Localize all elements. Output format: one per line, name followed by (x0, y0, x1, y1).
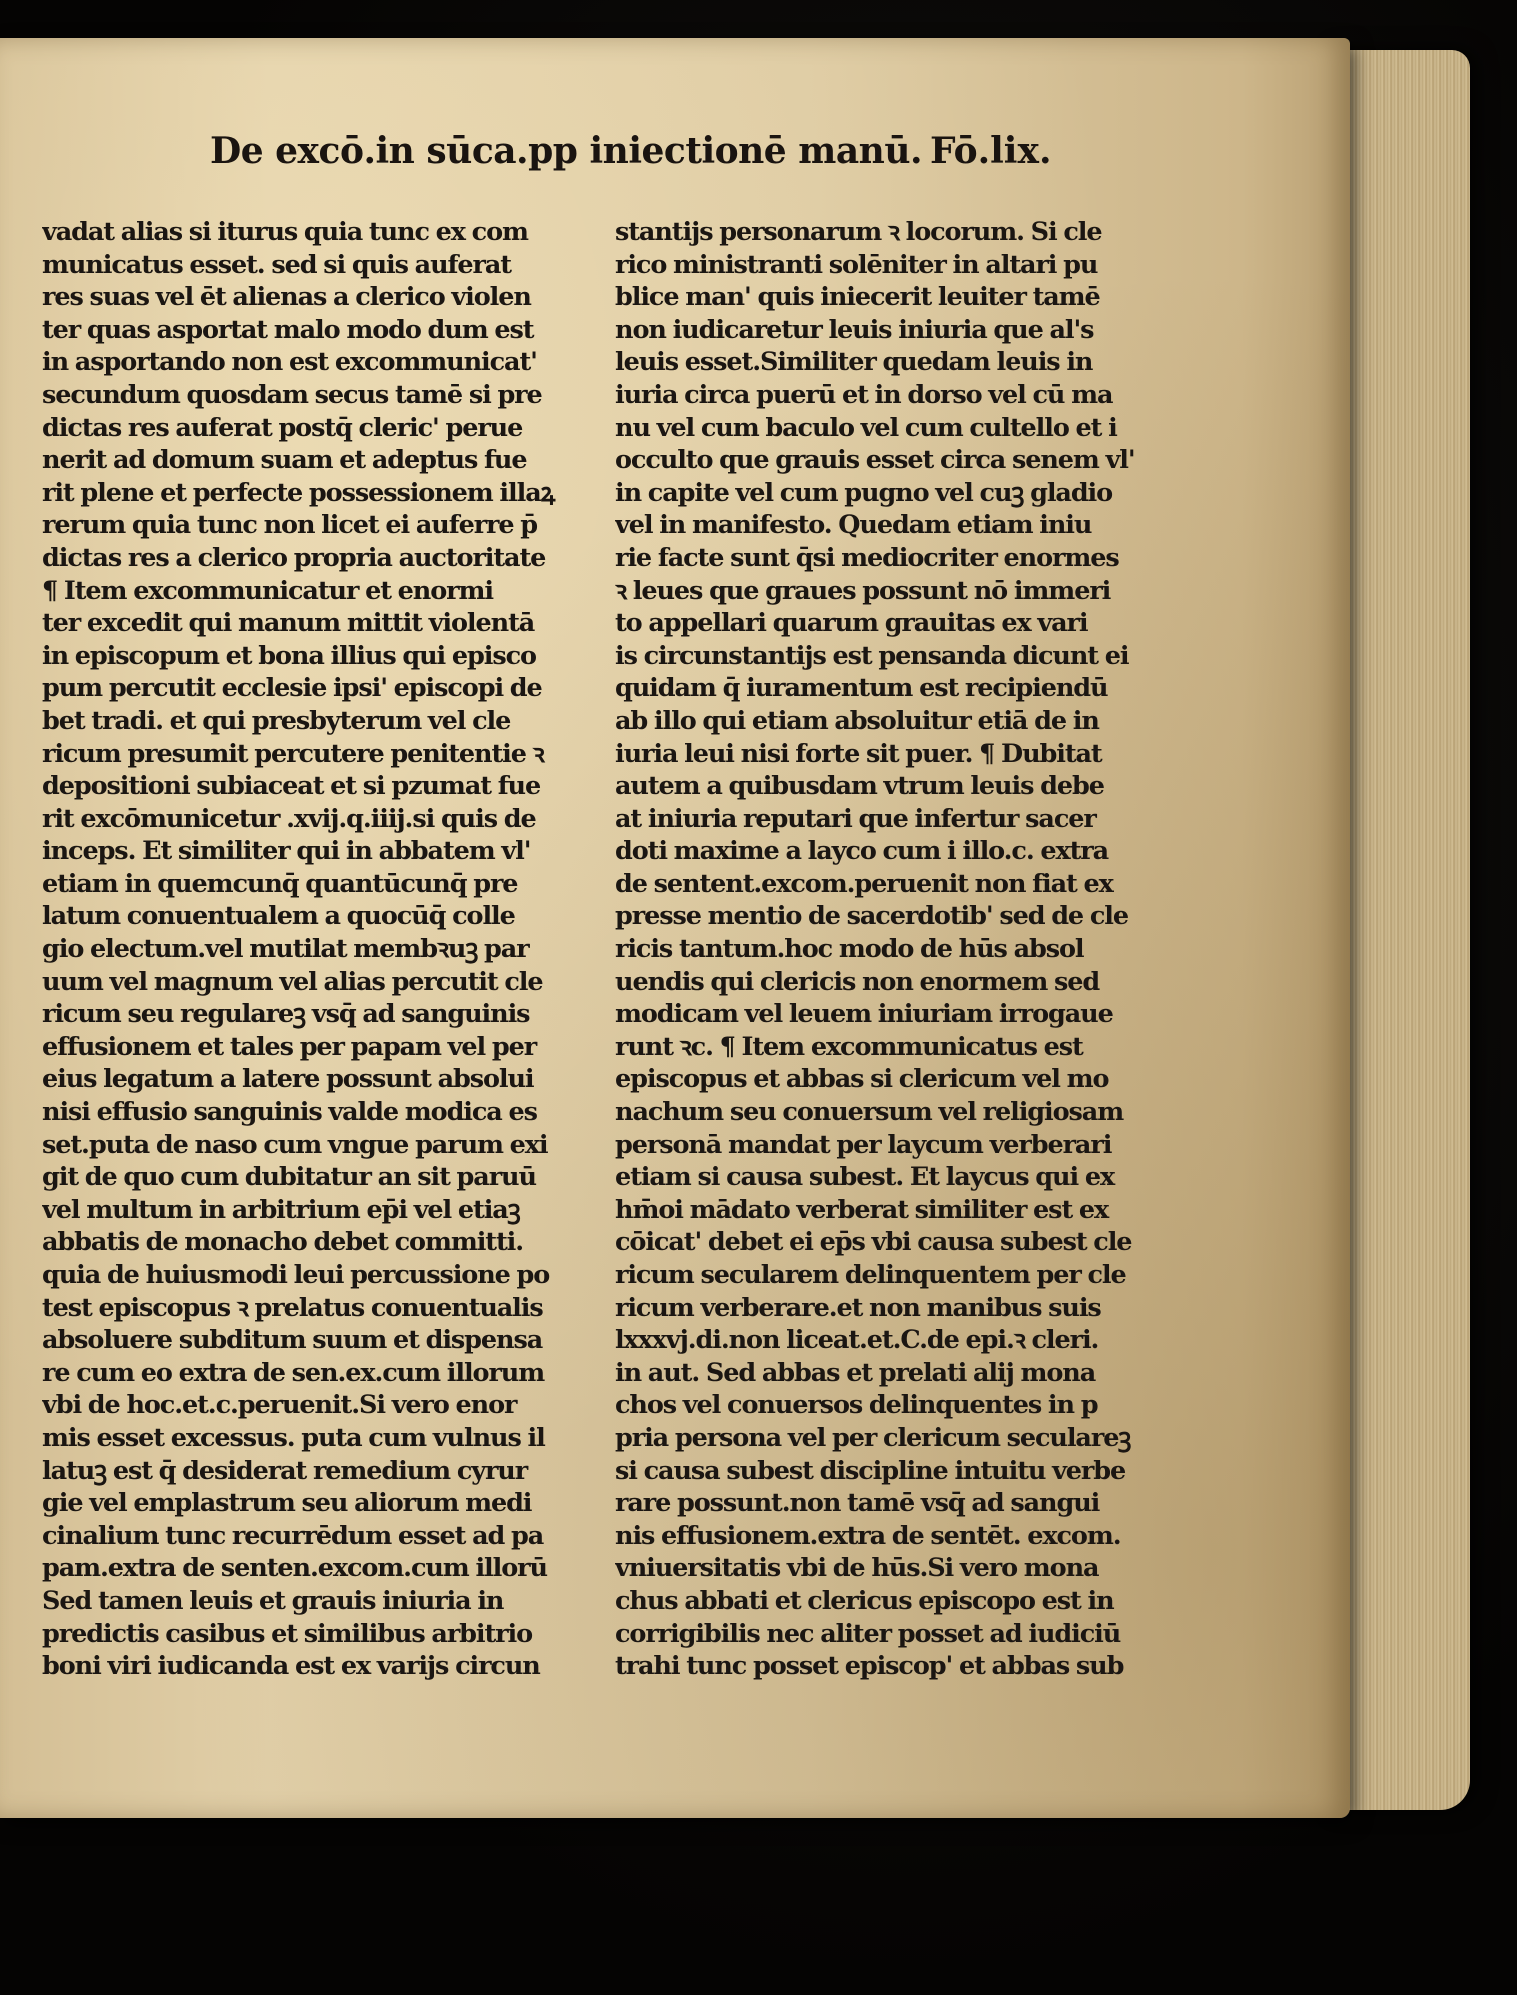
running-title: De excō.in sūca.pp iniectionē manū. (210, 130, 923, 172)
text-line: pam.extra de senten.excom.cum illorū (42, 1553, 547, 1584)
text-line: leuis esset.Similiter quedam leuis in (615, 347, 1093, 378)
text-line: iuria circa puerū et in dorso vel cū ma (615, 379, 1113, 410)
book-page (0, 38, 1350, 1818)
text-line: nerit ad domum suam et adeptus fue (42, 445, 527, 476)
text-line: municatus esset. sed si quis auferat (42, 249, 511, 280)
text-line: ricum seu regulareꝫ vsq̄ ad sanguinis (42, 999, 530, 1030)
text-line: in episcopum et bona illius qui episco (42, 640, 536, 671)
text-line: mis esset excessus. puta cum vulnus il (42, 1422, 545, 1453)
text-line: nisi effusio sanguinis valde modica es (42, 1097, 537, 1128)
text-line: nis effusionem.extra de sentēt. excom. (615, 1520, 1121, 1551)
text-line: cinalium tunc recurrēdum esset ad pa (42, 1520, 544, 1551)
text-line: inceps. Et similiter qui in abbatem vl' (42, 836, 531, 867)
page-header (210, 130, 1090, 200)
text-line: runt ꝛc. ¶ Item excommunicatus est (615, 1031, 1083, 1062)
page-fore-edge (1330, 50, 1470, 1810)
text-column-left (42, 216, 627, 1683)
text-line: dictas res auferat postq̄ cleric' perue (42, 412, 523, 443)
text-line: git de quo cum dubitatur an sit paruū (42, 1162, 536, 1193)
text-line: at iniuria reputari que infertur sacer (615, 803, 1096, 834)
text-line: occulto que grauis esset circa senem vl' (615, 445, 1135, 476)
text-line: iuria leui nisi forte sit puer. ¶ Dubitat (615, 738, 1102, 769)
text-line: effusionem et tales per papam vel per (42, 1031, 537, 1062)
text-line: is circunstantijs est pensanda dicunt ei (615, 640, 1129, 671)
text-line: cōicat' debet ei ep̄s vbi causa subest cle (615, 1227, 1132, 1258)
text-line: vel multum in arbitrium ep̄i vel etiaꝫ (42, 1194, 520, 1225)
text-line: rerum quia tunc non licet ei auferre p̄ (42, 510, 538, 541)
text-line: trahi tunc posset episcop' et abbas sub (615, 1651, 1124, 1682)
text-column-right (615, 216, 1195, 1683)
text-line: test episcopus ꝛ prelatus conuentualis (42, 1292, 543, 1323)
text-line: latum conuentualem a quocūq̄ colle (42, 901, 515, 932)
text-line: blice man' quis iniecerit leuiter tamē (615, 282, 1100, 313)
text-line: ricum verberare.et non manibus suis (615, 1292, 1101, 1323)
text-line: bet tradi. et qui presbyterum vel cle (42, 705, 511, 736)
text-line: quidam q̄ iuramentum est recipiendū (615, 673, 1108, 704)
text-line: hm̄oi mādato verberat similiter est ex (615, 1194, 1109, 1225)
text-line: dictas res a clerico propria auctoritate (42, 542, 546, 573)
text-line: personā mandat per laycum verberari (615, 1129, 1112, 1160)
text-line: ter excedit qui manum mittit violentā (42, 608, 535, 639)
text-line: predictis casibus et similibus arbitrio (42, 1618, 532, 1649)
text-line: chus abbati et clericus episcopo est in (615, 1585, 1114, 1616)
text-line: nu vel cum baculo vel cum cultello et i (615, 412, 1117, 443)
text-line: ricum presumit percutere penitentie ꝛ (42, 738, 544, 769)
text-line: episcopus et abbas si clericum vel mo (615, 1064, 1109, 1095)
text-line: re cum eo extra de sen.ex.cum illorum (42, 1357, 545, 1388)
text-line: uendis qui clericis non enormem sed (615, 966, 1100, 997)
text-line: lxxxvj.di.non liceat.et.C.de epi.ꝛ cleri. (615, 1325, 1099, 1356)
text-line: ricis tantum.hoc modo de hūs absol (615, 934, 1084, 965)
text-line: absoluere subditum suum et dispensa (42, 1325, 543, 1356)
text-line: rie facte sunt q̄si mediocriter enormes (615, 542, 1119, 573)
text-line: etiam in quemcunq̄ quantūcunq̄ pre (42, 868, 518, 899)
text-line: vadat alias si iturus quia tunc ex com (42, 217, 528, 247)
text-line: ter quas asportat malo modo dum est (42, 314, 534, 345)
text-line: vniuersitatis vbi de hūs.Si vero mona (615, 1553, 1099, 1584)
text-line: Sed tamen leuis et grauis iniuria in (42, 1585, 504, 1616)
text-line: uum vel magnum vel alias percutit cle (42, 966, 543, 997)
text-line: modicam vel leuem iniuriam irrogaue (615, 999, 1113, 1030)
text-line: to appellari quarum grauitas ex vari (615, 608, 1088, 639)
text-line: corrigibilis nec aliter posset ad iudiciū (615, 1618, 1121, 1649)
text-line: res suas vel ēt alienas a clerico violen (42, 282, 531, 313)
text-line: in aut. Sed abbas et prelati alij mona (615, 1357, 1096, 1388)
text-line: rico ministranti solēniter in altari pu (615, 249, 1098, 280)
text-line: doti maxime a layco cum i illo.c. extra (615, 836, 1109, 867)
text-line: boni viri iudicanda est ex varijs circun (42, 1651, 540, 1682)
text-line: etiam si causa subest. Et laycus qui ex (615, 1162, 1115, 1193)
text-line: in asportando non est excommunicat' (42, 347, 537, 378)
text-line: secundum quosdam secus tamē si pre (42, 379, 542, 410)
text-line: presse mentio de sacerdotib' sed de cle (615, 901, 1128, 932)
text-line: latuꝫ est q̄ desiderat remedium cyrur (42, 1455, 528, 1486)
text-line: de sentent.excom.peruenit non fiat ex (615, 868, 1113, 899)
text-line: set.puta de naso cum vngue parum exi (42, 1129, 548, 1160)
text-line: ab illo qui etiam absoluitur etiā de in (615, 705, 1099, 736)
text-line: non iudicaretur leuis iniuria que al's (615, 314, 1094, 345)
text-line: pria persona vel per clericum seculareꝫ (615, 1422, 1131, 1453)
text-line: depositioni subiaceat et si pzumat fue (42, 771, 541, 802)
text-line: quia de huiusmodi leui percussione po (42, 1260, 550, 1290)
text-line: pum percutit ecclesie ipsi' episcopi de (42, 673, 542, 704)
text-line: ¶ Item excommunicatur et enormi (42, 575, 493, 606)
text-line: rit excōmunicetur .xvij.q.iiij.si quis de (42, 803, 536, 834)
text-line: stantijs personarum ꝛ locorum. Si cle (615, 217, 1102, 247)
faint-show-through-mark (50, 168, 200, 208)
text-line: eius legatum a latere possunt absolui (42, 1064, 534, 1095)
text-line: nachum seu conuersum vel religiosam (615, 1097, 1124, 1128)
text-line: autem a quibusdam vtrum leuis debe (615, 771, 1104, 802)
text-line: gio electum.vel mutilat membꝛuꝫ par (42, 934, 529, 965)
text-line: gie vel emplastrum seu aliorum medi (42, 1488, 532, 1519)
text-line: si causa subest discipline intuitu verbe (615, 1455, 1126, 1486)
text-line: rit plene et perfecte possessionem illaꝝ (42, 477, 555, 508)
folio-number: Fō.lix. (930, 130, 1052, 172)
text-line: vel in manifesto. Quedam etiam iniu (615, 510, 1092, 541)
text-line: ricum secularem delinquentem per cle (615, 1260, 1126, 1290)
text-line: vbi de hoc.et.c.peruenit.Si vero enor (42, 1390, 517, 1421)
text-line: in capite vel cum pugno vel cuꝫ gladio (615, 477, 1113, 508)
text-line: ꝛ leues que graues possunt nō immeri (615, 575, 1111, 606)
text-line: abbatis de monacho debet committi. (42, 1227, 524, 1258)
text-line: rare possunt.non tamē vsq̄ ad sangui (615, 1488, 1100, 1519)
text-line: chos vel conuersos delinquentes in p (615, 1390, 1098, 1421)
